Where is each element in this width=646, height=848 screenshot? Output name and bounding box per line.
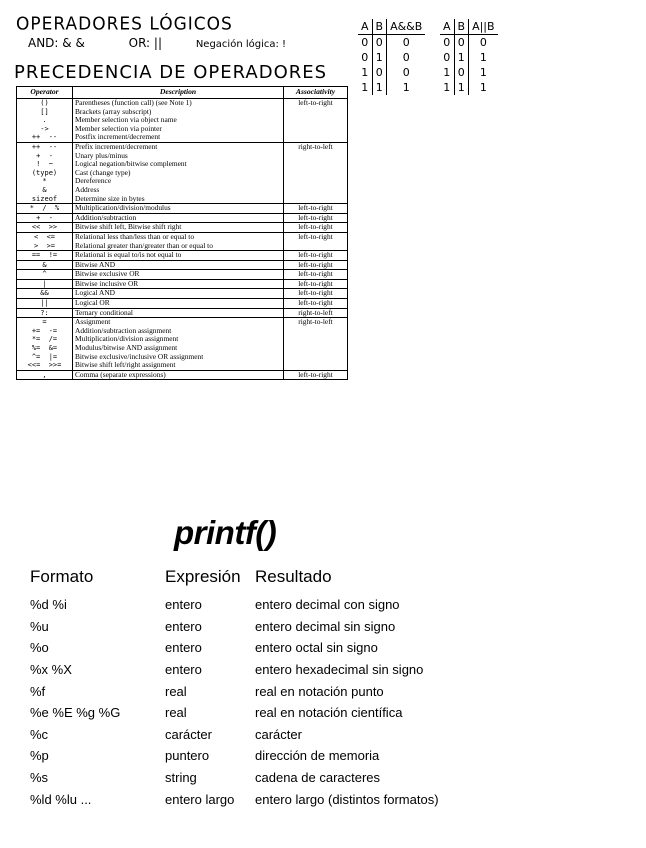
truth-table-cell: 1 [479,81,487,94]
operator-description: Unary plus/minus [75,150,128,160]
operator-symbol: & [42,185,47,194]
description-cell [73,232,284,250]
operator-description: Addition/subtraction [75,212,137,222]
operator-description: Address [75,184,100,194]
operator-cell [17,213,73,223]
printf-expression-cell: real [165,683,187,699]
associativity-cell: left-to-right [284,223,348,233]
truth-table-header-row [358,19,425,35]
operator-cell [17,270,73,280]
printf-format-cell: %d %i [30,597,67,613]
precedence-row [17,204,348,214]
printf-format-cell: %p [30,748,49,764]
truth-table-cell: 1 [479,66,487,79]
truth-table-cell: 0 [402,66,410,79]
operator-symbol: * [42,177,47,186]
operator-symbol: = [42,318,47,327]
printf-row [30,702,439,724]
printf-format-cell: %f [30,683,46,699]
truth-table-cell: 1 [454,50,469,65]
precedence-row [17,232,348,250]
description-cell [73,318,284,371]
printf-format-cell: %x %X [30,662,72,678]
description-cell [73,270,284,280]
operator-description: Bitwise shift left, Bitwise shift right [75,222,182,232]
precedence-header: Operator [17,87,73,99]
operator-symbol: += -= [31,326,58,335]
operator-symbol: | [42,279,47,288]
operator-description: Addition/subtraction assignment [75,325,172,335]
precedence-header: Description [73,87,284,99]
description-cell [73,251,284,261]
operator-symbol: + - [36,151,53,160]
operator-description: Dereference [75,176,112,186]
printf-row [30,680,439,702]
precedence-row [17,270,348,280]
printf-row [30,637,439,659]
operator-cell [17,260,73,270]
truth-table-cell: 0 [454,35,469,51]
operator-description: Parentheses (function call) (see Note 1) [75,98,192,107]
description-cell [73,299,284,309]
precedence-title: PRECEDENCIA DE OPERADORES [14,62,328,83]
operator-description: Assignment [75,317,111,327]
printf-format-cell: %e %E %g %G [30,705,121,721]
truth-table-cell: 1 [358,80,372,95]
operator-symbol: < <= [33,232,56,241]
operator-cell [17,99,73,143]
truth-table-cell: 0 [440,50,454,65]
truth-table-cell: 1 [440,80,454,95]
printf-row [30,616,439,638]
printf-header: Expresión [165,567,241,586]
operator-symbol: %= &= [31,344,58,353]
printf-format-table [30,566,439,810]
associativity-cell: left-to-right [284,232,348,250]
printf-header: Resultado [255,567,332,586]
printf-row [30,724,439,746]
truth-table-cell: 0 [402,51,410,64]
truth-table-cell: 1 [479,51,487,64]
printf-header: Formato [30,567,94,586]
truth-table-cell: 1 [358,65,372,80]
truth-table-cell: 1 [372,50,387,65]
truth-table-cell: 0 [358,35,372,51]
printf-expression-cell: entero [165,618,202,634]
operator-description: Cast (change type) [75,167,131,177]
printf-title: printf() [174,514,277,551]
associativity-cell: right-to-left [284,318,348,371]
operator-cell [17,279,73,289]
operator-description: Bitwise exclusive OR [75,269,140,279]
truth-table-row [358,35,425,51]
operator-symbol: ?: [40,308,49,317]
truth-table-header: A&&B [387,19,426,35]
operator-description: Brackets (array subscript) [75,106,152,116]
truth-table-header: B [372,19,387,35]
precedence-row [17,142,348,203]
printf-format-cell: %s [30,770,49,786]
logical-operators-list [28,36,292,50]
truth-table-row [440,50,498,65]
truth-table-row [440,35,498,51]
operator-symbol: , [42,370,47,379]
operator-cell [17,142,73,203]
printf-result-cell: cadena de caracteres [255,770,381,786]
truth-table-header: A [358,19,372,35]
operator-symbol: *= /= [31,335,58,344]
operator-symbol: <<= >>= [27,361,62,370]
operator-cell [17,232,73,250]
operator-description: Bitwise exclusive/inclusive OR assignment [75,351,204,361]
truth-table-row [358,50,425,65]
precedence-row [17,370,348,380]
truth-table-row [358,65,425,80]
associativity-cell: left-to-right [284,299,348,309]
printf-expression-cell: carácter [165,726,212,742]
operator-description: Modulus/bitwise AND assignment [75,343,178,353]
operator-symbol: -> [40,124,49,133]
associativity-cell: left-to-right [284,289,348,299]
printf-row [30,659,439,681]
description-cell [73,99,284,143]
printf-format-cell: %c [30,726,49,742]
associativity-cell: left-to-right [284,99,348,143]
description-cell [73,142,284,203]
operator-cell [17,223,73,233]
or-truth-table [440,19,498,95]
printf-result-cell: entero decimal sin signo [255,618,396,634]
printf-expression-cell: entero largo [165,791,235,807]
operator-cell [17,318,73,371]
associativity-cell: left-to-right [284,270,348,280]
operator-precedence-table [16,86,348,380]
operator-cell [17,289,73,299]
printf-format-cell: %o [30,640,49,656]
operator-symbol: == != [31,251,58,260]
operator-symbol: & [42,260,47,269]
truth-table-cell: 0 [372,65,387,80]
operator-symbol: || [40,299,49,308]
operator-description: Logical OR [75,298,110,308]
operator-description: Relational less than/less than or equal to [75,231,195,241]
operator-description: Bitwise AND [75,259,116,269]
truth-table-cell: 1 [454,80,469,95]
truth-table-cell: 0 [440,35,454,51]
operator-symbol: sizeof [31,194,58,203]
operator-description: Comma (separate expressions) [75,369,166,379]
operator-description: Prefix increment/decrement [75,141,158,151]
associativity-cell: left-to-right [284,279,348,289]
operator-description: Postfix increment/decrement [75,132,161,142]
operator-description: Relational is equal to/is not equal to [75,250,182,260]
printf-result-cell: entero octal sin signo [255,640,378,656]
operator-description: Logical negation/bitwise complement [75,159,187,169]
printf-expression-cell: puntero [165,748,210,764]
precedence-row [17,251,348,261]
precedence-row [17,99,348,143]
precedence-row [17,318,348,371]
printf-result-cell: real en notación científica [255,705,403,721]
associativity-cell: left-to-right [284,260,348,270]
operator-symbol: (type) [31,168,58,177]
truth-table-row [440,65,498,80]
associativity-cell: right-to-left [284,308,348,318]
precedence-header-row [17,87,348,99]
and-operator-label: AND: & & [28,36,85,50]
operator-description: Determine size in bytes [75,193,145,203]
operator-symbol: ^ [42,270,47,279]
associativity-cell: left-to-right [284,213,348,223]
printf-format-cell: %ld %lu ... [30,791,92,807]
printf-result-cell: carácter [255,726,302,742]
logical-operators-title: OPERADORES LÓGICOS [16,13,233,35]
operator-symbol: << >> [31,223,58,232]
operator-cell [17,299,73,309]
operator-description: Logical AND [75,288,116,298]
printf-expression-cell: entero [165,640,202,656]
operator-symbol: ! ~ [36,160,53,169]
operator-symbol: * / % [29,204,60,213]
description-cell [73,370,284,380]
operator-cell [17,251,73,261]
printf-result-cell: real en notación punto [255,683,384,699]
printf-expression-cell: entero [165,662,202,678]
associativity-cell: left-to-right [284,370,348,380]
printf-row [30,745,439,767]
truth-table-cell: 1 [402,81,410,94]
truth-table-cell: 1 [372,80,387,95]
operator-description: Member selection via pointer [75,123,162,133]
operator-symbol: . [42,116,47,125]
and-truth-table [358,19,425,95]
operator-description: Relational greater than/greater than or equal to [75,240,213,250]
printf-result-cell: entero decimal con signo [255,597,400,613]
description-cell [73,204,284,214]
truth-table-cell: 0 [402,36,410,49]
operator-description: Multiplication/division assignment [75,334,179,344]
truth-table-row [358,80,425,95]
associativity-cell: left-to-right [284,251,348,261]
printf-result-cell: dirección de memoria [255,748,380,764]
precedence-header: Associativity [284,87,348,99]
not-operator-label: Negación lógica: ! [195,39,287,50]
truth-table-cell: 0 [479,36,487,49]
or-operator-label: OR: || [128,36,162,50]
operator-cell [17,308,73,318]
printf-expression-cell: entero [165,597,202,613]
description-cell [73,223,284,233]
precedence-row [17,223,348,233]
associativity-cell: left-to-right [284,204,348,214]
operator-symbol: [] [40,107,49,116]
associativity-cell: right-to-left [284,142,348,203]
truth-table-header: A [440,19,454,35]
printf-row [30,767,439,789]
truth-table-header-row [440,19,498,35]
printf-format-cell: %u [30,618,49,634]
printf-result-cell: entero hexadecimal sin signo [255,662,424,678]
operator-symbol: ++ -- [31,133,58,142]
printf-expression-cell: string [165,770,197,786]
truth-table-cell: 1 [440,65,454,80]
operator-symbol: ++ -- [31,142,58,151]
operator-description: Ternary conditional [75,307,133,317]
truth-table-header: B [454,19,469,35]
operator-description: Member selection via object name [75,115,177,125]
operator-symbol: () [40,99,49,107]
operator-description: Bitwise shift left/right assignment [75,360,176,370]
operator-symbol: + - [36,213,53,222]
operator-cell [17,204,73,214]
truth-table-cell: 0 [372,35,387,51]
printf-expression-cell: real [165,705,187,721]
printf-row [30,788,439,810]
operator-cell [17,370,73,380]
printf-row [30,594,439,616]
truth-table-cell: 0 [358,50,372,65]
truth-table-cell: 0 [454,65,469,80]
operator-symbol: > >= [33,241,56,250]
printf-result-cell: entero largo (distintos formatos) [255,791,439,807]
operator-symbol: ^= |= [31,352,58,361]
printf-header-row [30,566,439,594]
operator-symbol: && [40,289,49,298]
truth-table-row [440,80,498,95]
operator-description: Bitwise inclusive OR [75,278,139,288]
truth-table-header: A||B [469,19,498,35]
precedence-row [17,299,348,309]
operator-description: Multiplication/division/modulus [75,203,171,213]
